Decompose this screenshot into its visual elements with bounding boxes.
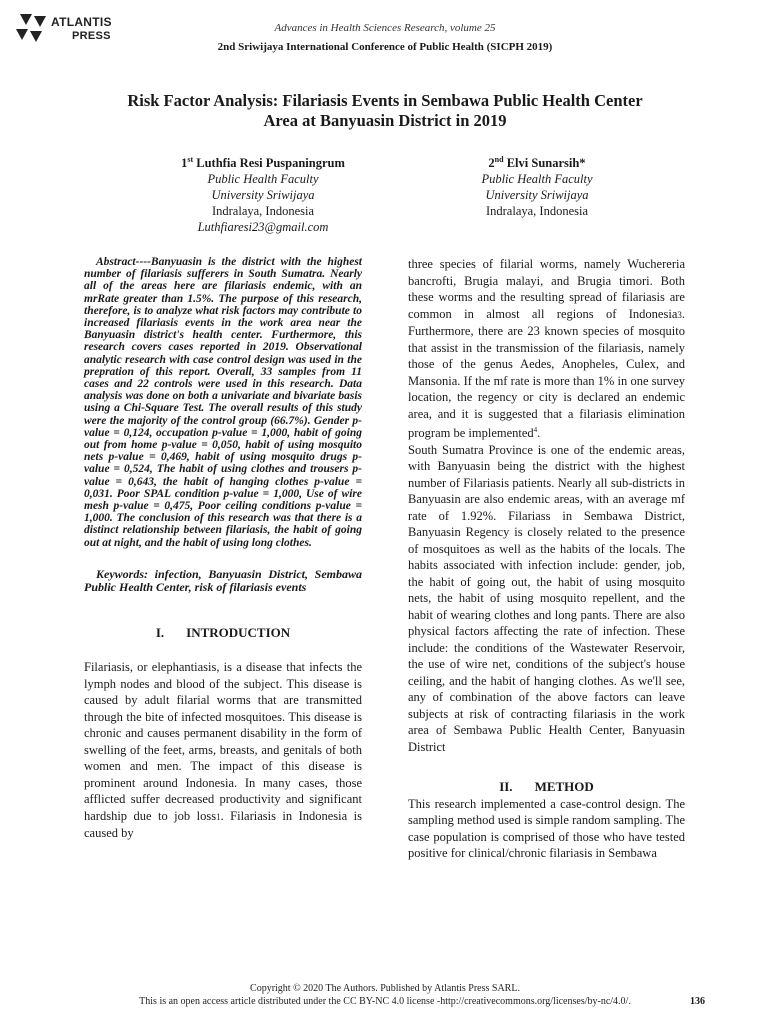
intro-paragraph-1-continued: three species of filarial worms, namely Wuchereria bancrofti, Brugia malayi, and Brugia timori. Both these worms and the resulting spread of filariasis are common in almost all regions of Indonesia3. Furthermore, there are 23 known species of mosquito that assist in the transmission of the filariasis, namely those of the genus Aedes, Anopheles, Culex, and Mansonia. If the mf rate is more than 1% in one survey location, the regency or city is declared an endemic area, and it is suggested that a filariasis elimination program be implemented$^4$. <box>408 257 685 441</box>
title-line-2: Area at Banyuasin District in 2019 <box>263 111 507 130</box>
series-header: Advances in Health Sciences Research, volume 25 <box>274 22 496 34</box>
right-column <box>408 256 685 862</box>
author-1-name: 1st Luthfia Resi Puspaningrum <box>181 155 345 171</box>
intro-paragraph-2: South Sumatra Province is one of the endemic areas, with Banyuasin being the district with the highest number of Filariasis patients. Nearly all sub-districts in Banyuasin are also endemic areas, with an average mf rate of 1.92%. Filariass in Sembawa District, Banyuasin Regency is closely related to the presence of mosquitoes as well as the habits of the locals. The habits associated with infection include: gender, job, the habit of going out, the habit of using mosquito nets, the habit of using mosquito repellent, and the habit of wearing clothes and long pants. There are also physical factors affecting the rate of infection. These include: the conditions of the Wastewater Reservoir, the use of wire net, conditions of the subject's house ceiling, and the habit of hanging clothes. As we'll see, any of combination of the above factors can leave subjects at risk of contracting filariasis in the work area of Sembawa Public Health Center, Banyuasin District <box>408 442 685 754</box>
citation-ref: 4 <box>533 426 538 434</box>
author-2-faculty: Public Health Faculty <box>481 172 593 187</box>
title-line-1: Risk Factor Analysis: Filariasis Events in Sembawa Public Health Center <box>127 91 643 110</box>
author-1-location: Indralaya, Indonesia <box>211 204 315 219</box>
author-2-location: Indralaya, Indonesia <box>485 204 589 219</box>
citation-ref: 1 <box>216 811 221 822</box>
citation-ref: 3 <box>677 309 682 320</box>
page-number: 136 <box>690 996 705 1007</box>
footer-license: This is an open access article distributed under the CC BY-NC 4.0 license -http://creativecommons.org/licenses/by-nc/4.0/. <box>139 996 631 1007</box>
logo-text-atlantis: ATLANTIS <box>51 15 112 29</box>
author-1-university: University Sriwijaya <box>211 188 315 203</box>
author-1-faculty: Public Health Faculty <box>207 172 319 187</box>
paper-title <box>60 91 710 131</box>
section-heading-introduction: I. INTRODUCTION <box>155 624 291 640</box>
logo-text-press: PRESS <box>72 30 111 42</box>
conference-header: 2nd Sriwijaya International Conference of Public Health (SICPH 2019) <box>217 41 553 53</box>
method-paragraph: This research implemented a case-control design. The sampling method used is simple random sampling. The case population is comprised of those who have tested positive for clinical/chronic filariasis in Sembawa <box>408 796 685 861</box>
author-block-1 <box>103 152 423 235</box>
intro-paragraph-1: Filariasis, or elephantiasis, is a disease that infects the lymph nodes and blood of the subject. This disease is caused by adult filarial worms that are transmitted through the bite of infected mosquitoes. This disease is chronic and causes permanent disability in the form of swelling of the feet, arms, breasts, and genitals of both women and men. The impact of this disease is prominent around Indonesia. In many cases, those afflicted suffer decreased productivity and significant hardship due to job loss1. Filariasis in Indonesia is caused by <box>84 660 362 841</box>
author-2-university: University Sriwijaya <box>485 188 589 203</box>
keywords: Keywords: infection, Banyuasin District, Sembawa Public Health Center, risk of filariasis events <box>84 566 362 595</box>
abstract: Abstract----Banyuasin is the district with the highest number of filariasis sufferers in South Sumatra. Nearly all of the areas here are filariasis endemic, with an mrRate greater than 1.5%. The purpose of this research, therefore, is to analyze what risk factors may contribute to increased filariasis events in the work area near the Banyuasin district's health center. Furthermore, this research covers cases reported in 2019. Observational analytic research with case control design was used in the prepration of this report. Overall, 33 samples from 11 cases and 22 controls were used in this research. Data analysis was done on both a univariate and bivariate basis using a Chi-Square Test. The overall results of this study were the majority of the control group (66.7%). Gender p-value = 0,124, occupation p-value = 1,000, habit of going out from home p-value = 0,050, habit of using mosquito nets p-value = 0,469, habit of using mosquito drugs p-value = 0,524, The habit of using clothes and trousers p-value = 0,643, the habit of hanging clothes p-value = 0,031. Poor SPAL condition p-value = 1,000, Use of wire mesh p-value = 0,475, Poor ceiling conditions p-value = 1,000. The conclusion of this research was that there is a distinct relationship between filariasis, the habit of going out at night, and the habit of using long clothes. <box>84 256 362 549</box>
footer-copyright: Copyright © 2020 The Authors. Published by Atlantis Press SARL. <box>250 983 520 994</box>
author-1-email: Luthfiaresi23@gmail.com <box>197 220 329 235</box>
author-block-2 <box>377 152 697 219</box>
author-2-name: 2nd Elvi Sunarsih* <box>488 155 586 171</box>
left-column <box>84 256 362 842</box>
section-heading-method: II. METHOD <box>499 779 594 795</box>
